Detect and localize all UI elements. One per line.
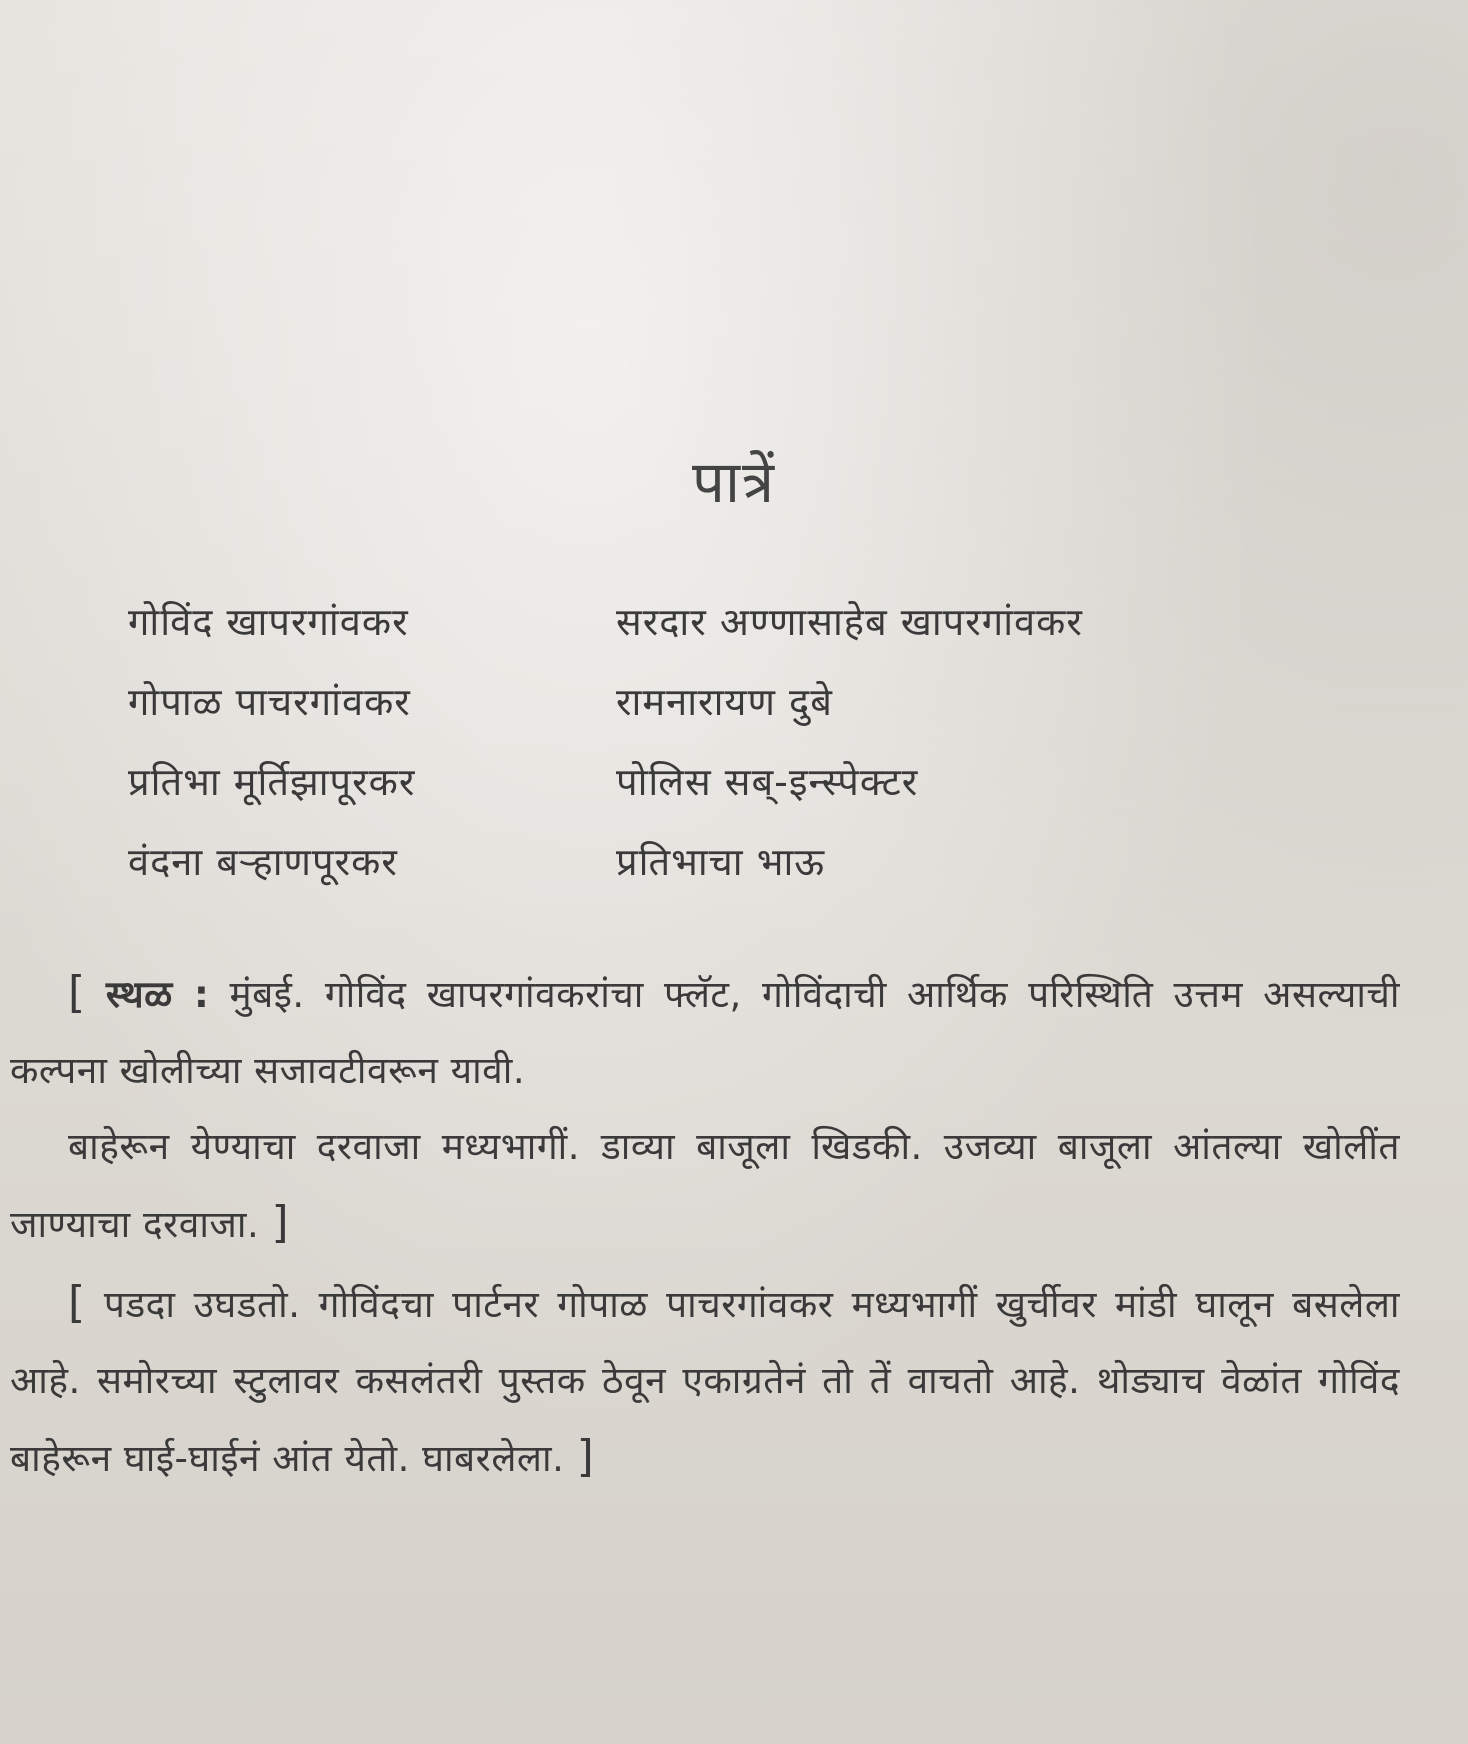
setting-layout-paragraph bbox=[10, 1109, 1400, 1263]
opening-paragraph bbox=[10, 1265, 1400, 1497]
cast-name-right: सरदार अण्णासाहेब खापरगांवकर bbox=[616, 600, 1083, 644]
cast-list bbox=[128, 595, 1248, 915]
cast-name-left: गोपाळ पाचरगांवकर bbox=[128, 680, 411, 724]
setting-paragraph bbox=[10, 955, 1400, 1109]
setting-label: स्थळ : bbox=[105, 973, 210, 1016]
cast-name-right: रामनारायण दुबे bbox=[616, 680, 833, 724]
cast-name-left: प्रतिभा मूर्तिझापूरकर bbox=[128, 760, 416, 804]
cast-row bbox=[128, 835, 1248, 915]
page-title: पात्रें bbox=[692, 448, 776, 516]
setting-layout-text: बाहेरून येण्याचा दरवाजा मध्यभागीं. डाव्या बाजूला खिडकी. उजव्या बाजूला आंतल्या खोलींत जाण्याचा दरवाजा. bbox=[10, 1125, 1400, 1246]
opening-text: पडदा उघडतो. गोविंदचा पार्टनर गोपाळ पाचरगांवकर मध्यभागीं खुर्चीवर मांडी घालून बसलेला आहे. समोरच्या स्टुलावर कसलंतरी पुस्तक ठेवून एकाग्रतेनं तो तें वाचतो आहे. थोड्याच वेळांत गोविंद बाहेरून घाई-घाईनं आंत येतो. घाबरलेला. bbox=[10, 1283, 1400, 1480]
cast-name-right: प्रतिभाचा भाऊ bbox=[616, 840, 826, 884]
stage-direction-setting bbox=[10, 955, 1400, 1263]
open-bracket: [ bbox=[68, 967, 86, 1018]
close-bracket: ] bbox=[271, 1197, 290, 1248]
open-bracket: [ bbox=[68, 1277, 86, 1328]
cast-row bbox=[128, 675, 1248, 755]
cast-name-left: वंदना बऱ्हाणपूरकर bbox=[128, 840, 398, 884]
cast-name-left: गोविंद खापरगांवकर bbox=[128, 600, 409, 644]
setting-text: मुंबई. गोविंद खापरगांवकरांचा फ्लॅट, गोविंदाची आर्थिक परिस्थिति उत्तम असल्याची कल्पना खोलीच्या सजावटीवरून यावी. bbox=[10, 973, 1400, 1092]
cast-row bbox=[128, 595, 1248, 675]
close-bracket: ] bbox=[576, 1431, 595, 1482]
stage-direction-opening bbox=[10, 1265, 1400, 1497]
cast-name-right: पोलिस सब्-इन्स्पेक्टर bbox=[616, 760, 919, 804]
cast-row bbox=[128, 755, 1248, 835]
